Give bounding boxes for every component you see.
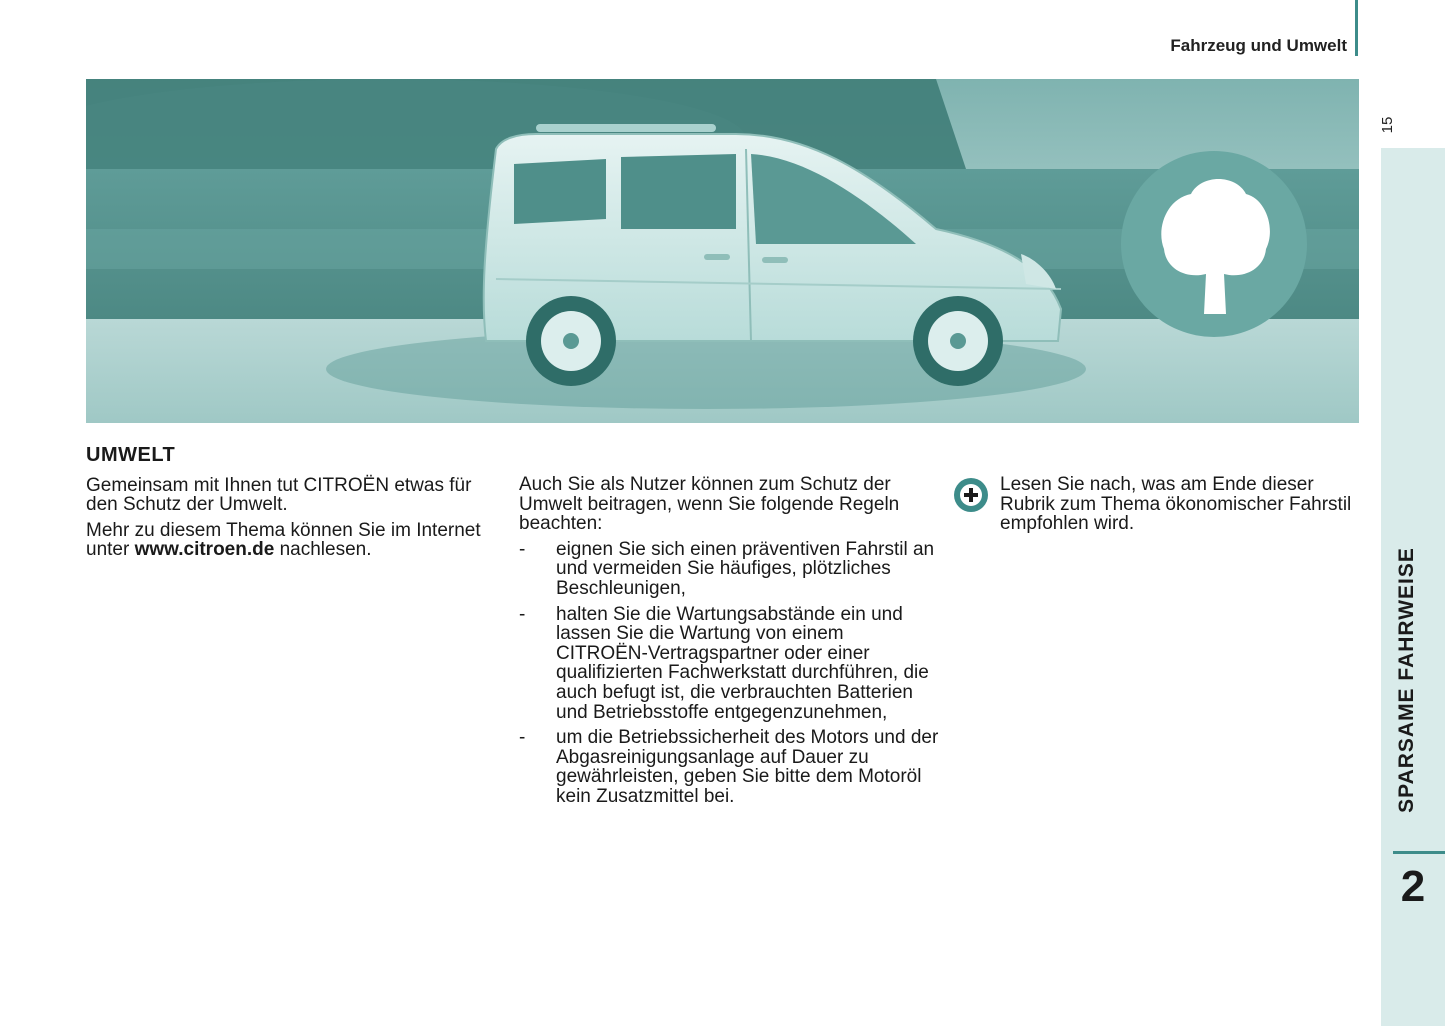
- list-item: [519, 605, 939, 723]
- chapter-number: 2: [1400, 862, 1426, 911]
- note-text: Lesen Sie nach, was am Ende dieser Rubrik zum Thema ökonomischer Fahrstil empfohlen wird.: [1000, 474, 1352, 535]
- list-dash: -: [519, 727, 526, 749]
- list-dash: -: [519, 603, 526, 625]
- list-dash: -: [519, 538, 526, 560]
- note-column: [953, 475, 1353, 534]
- rules-list: [519, 540, 939, 807]
- page-header-title: Fahrzeug und Umwelt: [1170, 36, 1347, 55]
- more-info-prefix: Mehr zu diesem Thema können Sie im Internet unter: [86, 519, 481, 561]
- intro-paragraph: Gemeinsam mit Ihnen tut CITROËN etwas für den Schutz der Umwelt.: [86, 474, 472, 516]
- tree-icon: [1121, 151, 1307, 337]
- more-info-paragraph: [86, 521, 486, 560]
- more-info-suffix: nachlesen.: [274, 539, 372, 561]
- list-item-text: eignen Sie sich einen präventiven Fahrstil an und vermeiden Sie häufiges, plötzliches Beschleunigen,: [556, 538, 935, 599]
- chapter-divider: [1393, 851, 1445, 854]
- list-item-text: um die Betriebssicherheit des Motors und der Abgasreinigungsanlage auf Dauer zu gewährleisten, geben Sie bitte dem Motoröl kein Zusatzmittel bei.: [556, 727, 939, 807]
- list-item-text: halten Sie die Wartungsabstände ein und lassen Sie die Wartung von einem CITROËN-Vertragspartner oder einer qualifizierten Fachwerkstatt durchführen, die auch befugt ist, die verbrauchten Batterien und Betriebsstoffe entgegenzunehmen,: [556, 603, 929, 723]
- header-divider: [1355, 0, 1358, 56]
- intro-column: [86, 446, 486, 566]
- list-item: [519, 540, 939, 599]
- rules-intro: Auch Sie als Nutzer können zum Schutz der Umwelt beitragen, wenn Sie folgende Regeln beachten:: [519, 474, 900, 535]
- website-link[interactable]: www.citroen.de: [134, 539, 275, 561]
- list-item: [519, 728, 939, 806]
- chapter-title: SPARSAME FAHRWEISE: [1395, 547, 1418, 813]
- banner-image: [86, 79, 1359, 423]
- rules-column: [519, 475, 939, 813]
- page-number: 15: [1379, 116, 1396, 134]
- section-heading: UMWELT: [86, 444, 176, 466]
- plus-circle-icon: [953, 477, 989, 513]
